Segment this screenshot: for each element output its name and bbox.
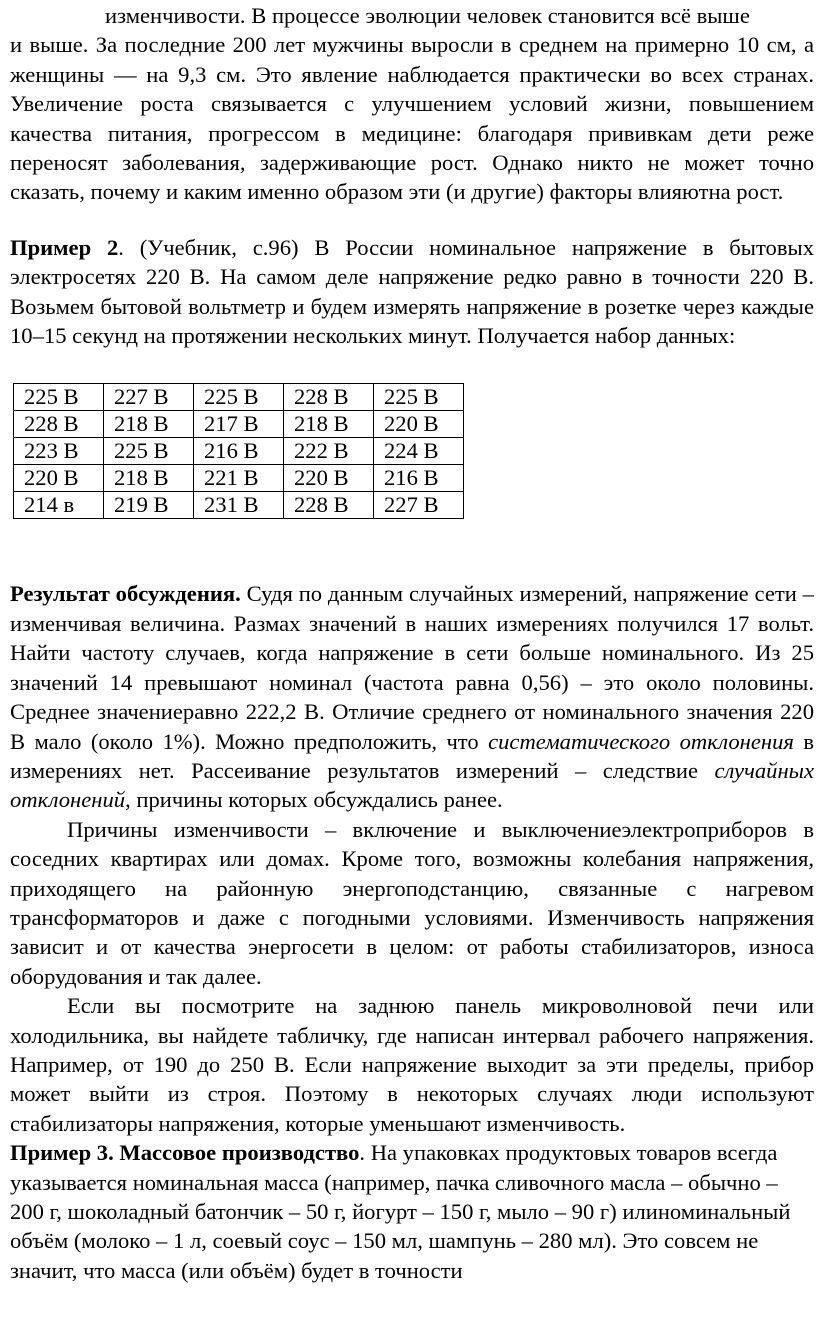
result-label: Результат обсуждения. bbox=[10, 581, 241, 607]
table-cell: 218 В bbox=[104, 465, 194, 492]
table-cell: 225 В bbox=[374, 384, 464, 411]
table-cell: 219 В bbox=[104, 492, 194, 519]
result-italic-2: случайных отклонений bbox=[10, 757, 814, 813]
result-text-1: Судя по данным случайных измерений, напряжение сети – изменчивая величина. Размах значений в наших измерениях получился 17 вольт. Найти частоту случаев, когда напряжение в сети больше номинального. Из 25 значений 14 превышают номинал (частота равна 0,56) – это около половины. Среднее значениеравно 222,2 В. Отличие среднего от номинального значения 220 В мало (около 1%). Можно предположить, что bbox=[10, 581, 814, 754]
paragraph-example-2 bbox=[10, 233, 814, 351]
table-row bbox=[14, 438, 464, 465]
table-cell: 221 В bbox=[194, 465, 284, 492]
table-row bbox=[14, 465, 464, 492]
table-cell: 216 В bbox=[194, 438, 284, 465]
table-cell: 227 В bbox=[374, 492, 464, 519]
table-cell: 214 в bbox=[14, 492, 104, 519]
table-row bbox=[14, 384, 464, 411]
table-cell: 228 В bbox=[14, 411, 104, 438]
document-page bbox=[10, 0, 814, 1285]
table-cell: 228 В bbox=[284, 384, 374, 411]
table-cell: 231 В bbox=[194, 492, 284, 519]
table-cell: 222 В bbox=[284, 438, 374, 465]
intro-rest: и выше. За последние 200 лет мужчины выросли в среднем на примерно 10 см, а женщины — на 9,3 см. Это явление наблюдается практически во всех странах. Увеличение роста связывается с улучшением условий жизни, повышением качества питания, прогрессом в медицине: благодаря прививкам дети реже переносят заболевания, задерживающие рост. Однако никто не может точно сказать, почему и каким именно образом эти (и другие) факторы влияютна рост. bbox=[10, 32, 814, 205]
table-cell: 220 В bbox=[14, 465, 104, 492]
example-2-label: Пример 2 bbox=[10, 234, 119, 260]
table-cell: 218 В bbox=[104, 411, 194, 438]
paragraph-intro bbox=[10, 1, 814, 207]
example-3-label: Пример 3. Массовое производство bbox=[10, 1140, 360, 1166]
table-cell: 224 В bbox=[374, 438, 464, 465]
table-cell: 225 В bbox=[194, 384, 284, 411]
example-3-text: . На упаковках продуктовых товаров всегда указывается номинальная масса (например, пачка сливочного масла – обычно – 200 г, шоколадный батончик – 50 г, йогурт – 150 г, мыло – 90 г) илиноминальный объём (молоко – 1 л, соевый соус – 150 мл, шампунь – 280 мл). Это совсем не значит, что масса (или объём) будет в точности bbox=[10, 1140, 791, 1283]
spacer bbox=[10, 350, 814, 383]
result-text-2: в измерениях нет. Рассеивание результатов измерений – следствие bbox=[10, 728, 814, 783]
table-cell: 225 В bbox=[104, 438, 194, 465]
table-row bbox=[14, 411, 464, 438]
paragraph-example-3 bbox=[10, 1138, 814, 1285]
table-cell: 227 В bbox=[104, 384, 194, 411]
paragraph-causes: Причины изменчивости – включение и выключениеэлектроприборов в соседних квартирах или домах. Кроме того, возможны колебания напряжения, приходящего на районную энергоподстанцию, связанные с нагревом трансформаторов и даже с погодными условиями. Изменчивость напряжения зависит и от качества энергосети в целом: от работы стабилизаторов, износа оборудования и так далее. bbox=[10, 816, 814, 989]
paragraph-microwave: Если вы посмотрите на заднюю панель микроволновой печи или холодильника, вы найдете табличку, где написан интервал рабочего напряжения. Например, от 190 до 250 В. Если напряжение выходит за эти пределы, прибор может выйти из строя. Поэтому в некоторых случаях люди используют стабилизаторы напряжения, которые уменьшают изменчивость. bbox=[10, 993, 814, 1136]
table-cell: 223 В bbox=[14, 438, 104, 465]
voltage-table bbox=[13, 383, 464, 519]
table-cell: 225 В bbox=[14, 384, 104, 411]
paragraph-result bbox=[10, 579, 814, 814]
blank-line bbox=[10, 207, 814, 236]
result-text-3: , причины которых обсуждались ранее. bbox=[125, 787, 503, 813]
result-italic-1: систематического отклонения bbox=[488, 728, 794, 754]
table-cell: 220 В bbox=[284, 465, 374, 492]
table-cell: 228 В bbox=[284, 492, 374, 519]
table-cell: 218 В bbox=[284, 411, 374, 438]
table-cell: 220 В bbox=[374, 411, 464, 438]
example-2-text: . (Учебник, с.96) В России номинальное напряжение в бытовых электросетях 220 В. На самом деле напряжение редко равно в точности 220 В. Возьмем бытовой вольтметр и будем измерять напряжение в розетке через каждые 10–15 секунд на протяжении нескольких минут. Получается набор данных: bbox=[10, 234, 814, 349]
table-row bbox=[14, 492, 464, 519]
table-cell: 216 В bbox=[374, 465, 464, 492]
intro-first-line: изменчивости. В процессе эволюции человек становится всё выше bbox=[105, 3, 750, 28]
spacer bbox=[10, 519, 814, 579]
table-cell: 217 В bbox=[194, 411, 284, 438]
